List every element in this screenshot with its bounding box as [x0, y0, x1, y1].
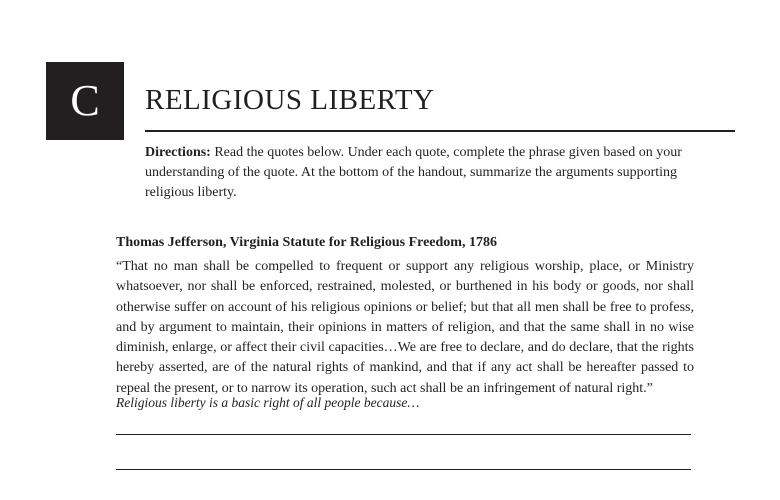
- section-letter-badge: [46, 62, 124, 140]
- quote-text: “That no man shall be compelled to frequent or support any religious worship, place, or Ministry whatsoever, nor shall be enforced, restrained, molested, or burthened in his body or goods, nor shall otherwise suffer on account of his religious opinions or belief; but that all men shall be free to profess, and by argument to maintain, their opinions in matters of religion, and that the same shall in no wise diminish, enlarge, or affect their civil capacities…We are free to declare, and do declare, that the rights hereby asserted, are of the natural rights of mankind, and that if any act shall be hereafter passed to repeal the present, or to narrow its operation, such act shall be an infringement of natural right.”: [116, 259, 694, 396]
- directions-text: Read the quotes below. Under each quote, complete the phrase given based on your understanding of the quote. At the bottom of the handout, summarize the arguments supporting religious liberty.: [145, 145, 682, 200]
- title-divider: [145, 130, 735, 132]
- directions-paragraph: [145, 143, 705, 203]
- quote-source-heading: Thomas Jefferson, Virginia Statute for Religious Freedom, 1786: [116, 235, 497, 250]
- section-letter: C: [70, 76, 100, 125]
- page-title: RELIGIOUS LIBERTY: [145, 84, 435, 116]
- answer-line[interactable]: [116, 469, 691, 470]
- completion-prompt: Religious liberty is a basic right of all people because…: [116, 395, 420, 410]
- answer-line[interactable]: [116, 434, 691, 435]
- directions-label: Directions:: [145, 145, 211, 160]
